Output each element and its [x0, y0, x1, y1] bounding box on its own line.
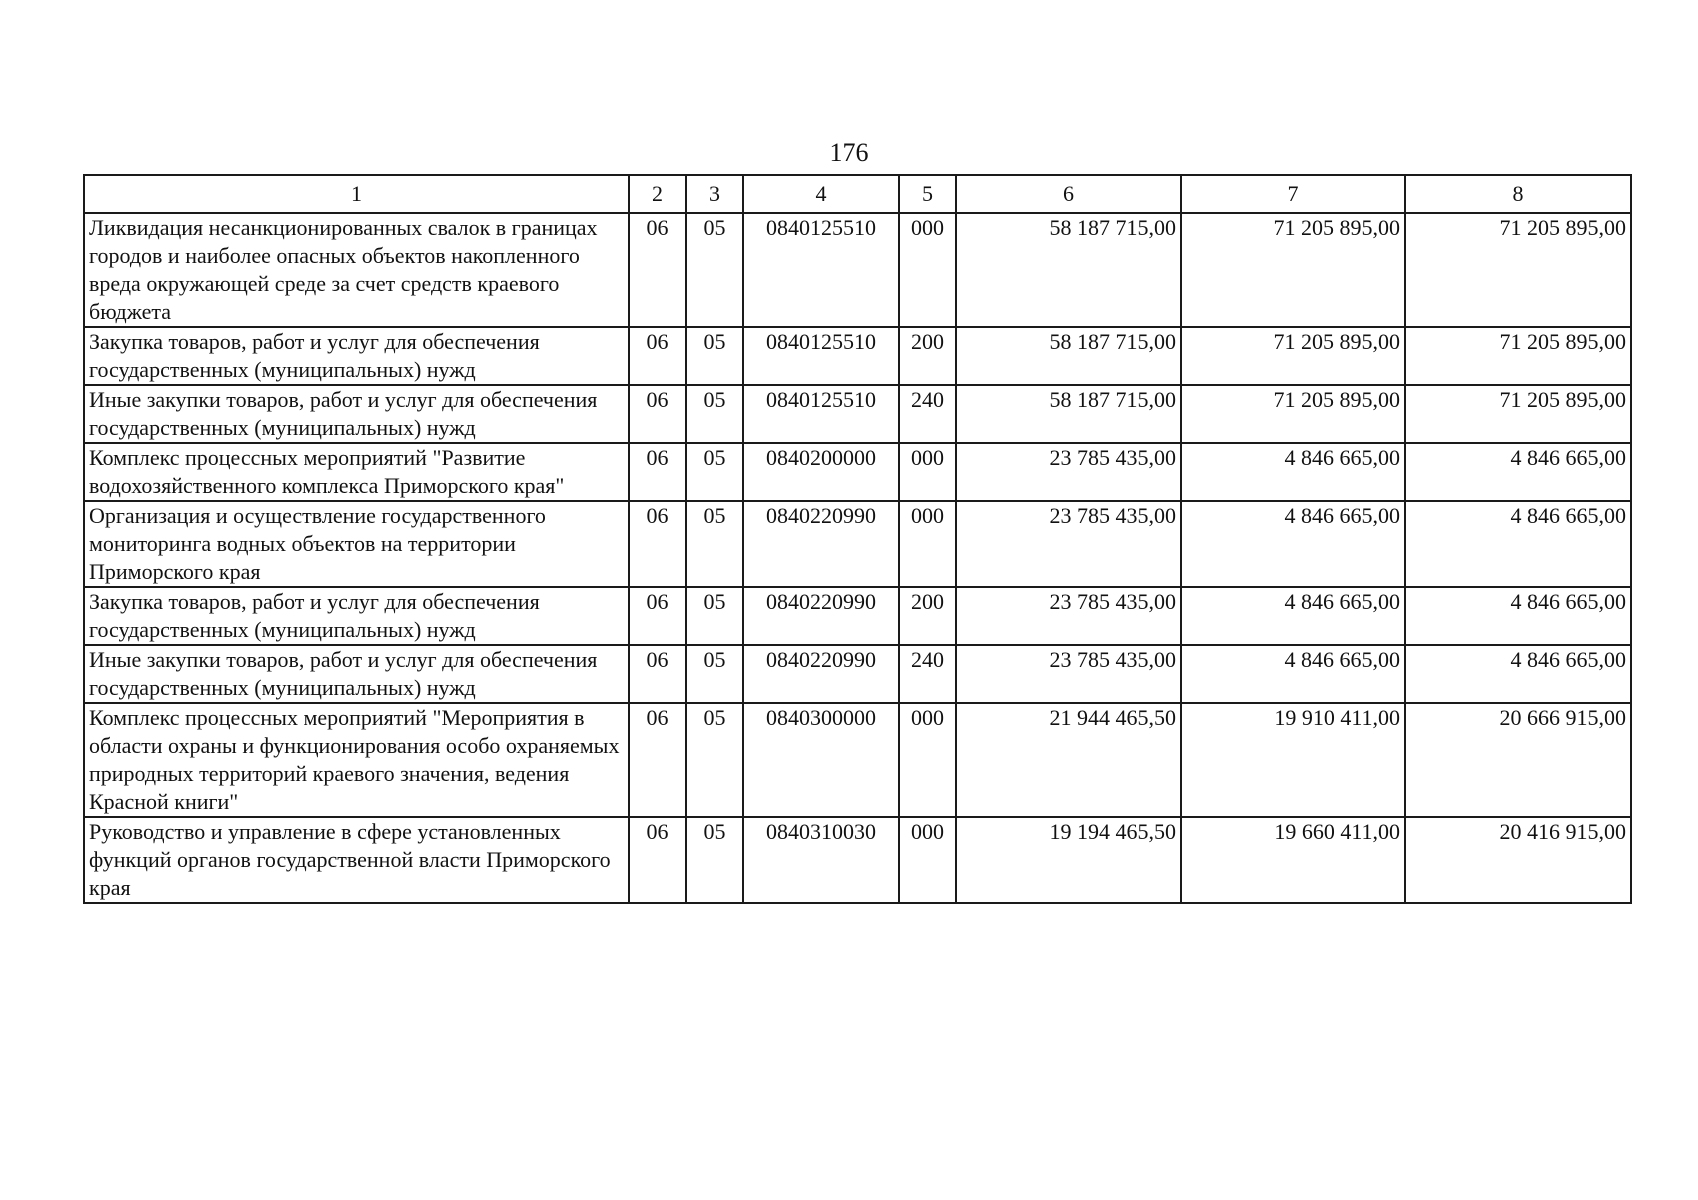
amount-col-6: 23 785 435,00	[956, 587, 1181, 645]
subsection-code: 05	[686, 385, 743, 443]
amount-col-8: 4 846 665,00	[1405, 587, 1631, 645]
column-header: 4	[743, 175, 899, 213]
column-header: 3	[686, 175, 743, 213]
subsection-code: 05	[686, 327, 743, 385]
column-header: 8	[1405, 175, 1631, 213]
amount-col-8: 71 205 895,00	[1405, 213, 1631, 327]
amount-col-8: 20 416 915,00	[1405, 817, 1631, 903]
target-article-code: 0840310030	[743, 817, 899, 903]
row-name: Иные закупки товаров, работ и услуг для обеспечения государственных (муниципальных) нужд	[84, 645, 629, 703]
amount-col-6: 58 187 715,00	[956, 327, 1181, 385]
table-row	[84, 385, 1631, 443]
row-name: Иные закупки товаров, работ и услуг для обеспечения государственных (муниципальных) нужд	[84, 385, 629, 443]
row-name: Руководство и управление в сфере установленных функций органов государственной власти Приморского края	[84, 817, 629, 903]
section-code: 06	[629, 385, 686, 443]
section-code: 06	[629, 501, 686, 587]
amount-col-6: 58 187 715,00	[956, 213, 1181, 327]
expense-type-code: 240	[899, 385, 956, 443]
section-code: 06	[629, 703, 686, 817]
amount-col-6: 58 187 715,00	[956, 385, 1181, 443]
table-row	[84, 213, 1631, 327]
table-row	[84, 501, 1631, 587]
table-row	[84, 443, 1631, 501]
section-code: 06	[629, 443, 686, 501]
table-row	[84, 587, 1631, 645]
expense-type-code: 000	[899, 703, 956, 817]
table-row	[84, 327, 1631, 385]
expense-type-code: 200	[899, 327, 956, 385]
section-code: 06	[629, 645, 686, 703]
row-name: Ликвидация несанкционированных свалок в границах городов и наиболее опасных объектов накопленного вреда окружающей среде за счет средств краевого бюджета	[84, 213, 629, 327]
amount-col-8: 4 846 665,00	[1405, 645, 1631, 703]
subsection-code: 05	[686, 213, 743, 327]
section-code: 06	[629, 587, 686, 645]
amount-col-7: 4 846 665,00	[1181, 645, 1405, 703]
section-code: 06	[629, 213, 686, 327]
amount-col-8: 4 846 665,00	[1405, 501, 1631, 587]
subsection-code: 05	[686, 587, 743, 645]
column-header: 7	[1181, 175, 1405, 213]
target-article-code: 0840220990	[743, 501, 899, 587]
row-name: Комплекс процессных мероприятий "Развитие водохозяйственного комплекса Приморского края"	[84, 443, 629, 501]
expense-type-code: 000	[899, 817, 956, 903]
amount-col-6: 23 785 435,00	[956, 443, 1181, 501]
target-article-code: 0840220990	[743, 587, 899, 645]
amount-col-6: 23 785 435,00	[956, 501, 1181, 587]
section-code: 06	[629, 817, 686, 903]
amount-col-7: 71 205 895,00	[1181, 385, 1405, 443]
header-row	[84, 175, 1631, 213]
expense-type-code: 000	[899, 213, 956, 327]
target-article-code: 0840200000	[743, 443, 899, 501]
target-article-code: 0840125510	[743, 327, 899, 385]
expense-type-code: 240	[899, 645, 956, 703]
row-name: Комплекс процессных мероприятий "Мероприятия в области охраны и функционирования особо охраняемых природных территорий краевого значения, ведения Красной книги"	[84, 703, 629, 817]
table-row	[84, 817, 1631, 903]
amount-col-7: 4 846 665,00	[1181, 587, 1405, 645]
amount-col-8: 71 205 895,00	[1405, 385, 1631, 443]
amount-col-7: 71 205 895,00	[1181, 327, 1405, 385]
row-name: Закупка товаров, работ и услуг для обеспечения государственных (муниципальных) нужд	[84, 327, 629, 385]
amount-col-8: 20 666 915,00	[1405, 703, 1631, 817]
table-row	[84, 703, 1631, 817]
expense-type-code: 000	[899, 501, 956, 587]
amount-col-8: 4 846 665,00	[1405, 443, 1631, 501]
page-number: 176	[829, 138, 869, 167]
column-header: 5	[899, 175, 956, 213]
subsection-code: 05	[686, 501, 743, 587]
amount-col-6: 21 944 465,50	[956, 703, 1181, 817]
budget-table	[83, 174, 1632, 904]
amount-col-6: 23 785 435,00	[956, 645, 1181, 703]
amount-col-7: 4 846 665,00	[1181, 443, 1405, 501]
target-article-code: 0840125510	[743, 213, 899, 327]
amount-col-7: 19 660 411,00	[1181, 817, 1405, 903]
column-header: 2	[629, 175, 686, 213]
section-code: 06	[629, 327, 686, 385]
target-article-code: 0840300000	[743, 703, 899, 817]
expense-type-code: 200	[899, 587, 956, 645]
row-name: Организация и осуществление государственного мониторинга водных объектов на территории Приморского края	[84, 501, 629, 587]
amount-col-7: 4 846 665,00	[1181, 501, 1405, 587]
subsection-code: 05	[686, 817, 743, 903]
subsection-code: 05	[686, 645, 743, 703]
amount-col-6: 19 194 465,50	[956, 817, 1181, 903]
column-header: 6	[956, 175, 1181, 213]
amount-col-7: 19 910 411,00	[1181, 703, 1405, 817]
amount-col-7: 71 205 895,00	[1181, 213, 1405, 327]
column-header: 1	[84, 175, 629, 213]
amount-col-8: 71 205 895,00	[1405, 327, 1631, 385]
subsection-code: 05	[686, 703, 743, 817]
target-article-code: 0840125510	[743, 385, 899, 443]
target-article-code: 0840220990	[743, 645, 899, 703]
subsection-code: 05	[686, 443, 743, 501]
expense-type-code: 000	[899, 443, 956, 501]
row-name: Закупка товаров, работ и услуг для обеспечения государственных (муниципальных) нужд	[84, 587, 629, 645]
table-row	[84, 645, 1631, 703]
